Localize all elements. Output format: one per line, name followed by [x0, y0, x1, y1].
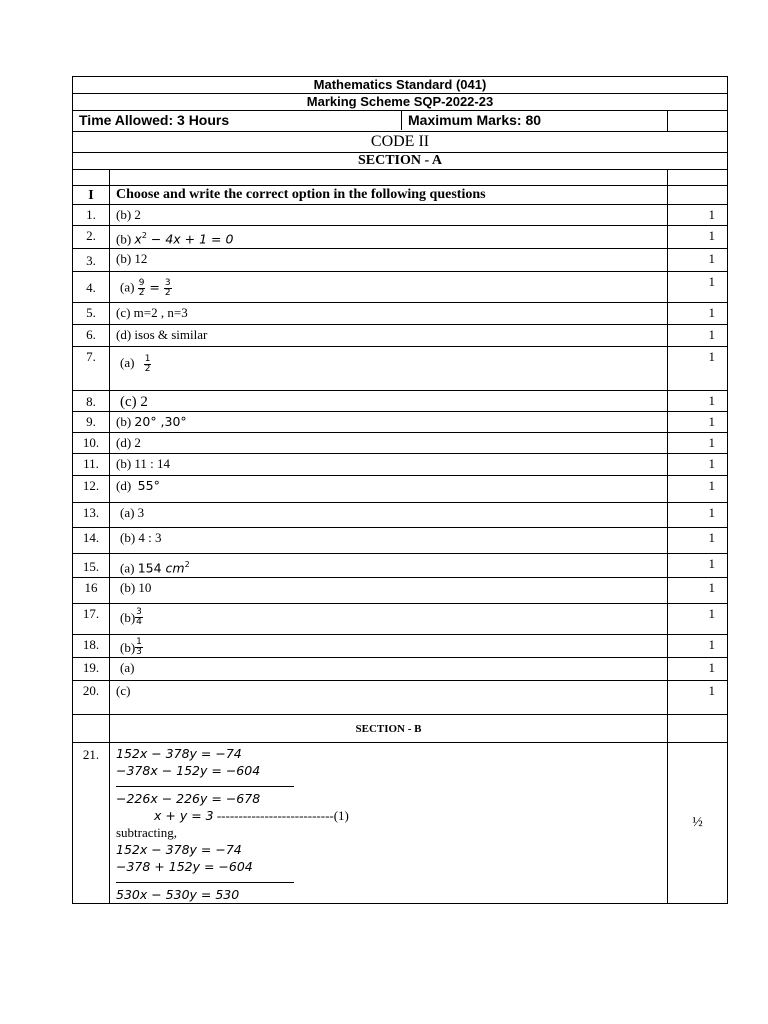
option-letter: (a) [120, 560, 135, 576]
answer-row [73, 325, 728, 347]
question-number: 11. [73, 454, 110, 476]
option-letter: (b) [120, 640, 136, 656]
answer-option: (b) 4 : 3 [110, 528, 668, 554]
maximum-marks: Maximum Marks: 80 [401, 110, 541, 130]
section-a-heading: SECTION - A [73, 153, 728, 170]
answer-marks: 1 [668, 658, 728, 681]
question-number: 1. [73, 205, 110, 226]
answer-marks: 1 [668, 604, 728, 635]
equation-line: 530x − 530y = 530 [116, 887, 240, 902]
question-number: 13. [73, 503, 110, 528]
option-letter: (b) [120, 610, 136, 626]
marking-scheme-sheet [72, 76, 727, 904]
answer-marks: 1 [668, 528, 728, 554]
answer-marks: 1 [668, 433, 728, 454]
math-expression: 55° [137, 478, 160, 493]
answer-option: (c) [110, 681, 668, 715]
answer-marks: 1 [668, 681, 728, 715]
blank-cell [668, 170, 728, 186]
answer-marks: 1 [668, 476, 728, 503]
answer-row [73, 578, 728, 604]
answer-row [73, 528, 728, 554]
paper-title: Mathematics Standard (041) [73, 77, 728, 94]
answer-option [110, 272, 668, 303]
answer-row [73, 433, 728, 454]
instruction-roman: I [73, 186, 110, 205]
answer-marks: 1 [668, 578, 728, 604]
answer-option [110, 412, 668, 433]
answer-row [73, 412, 728, 433]
underline-rule [116, 779, 294, 787]
answer-row-21 [73, 743, 728, 904]
answer-marks: 1 [668, 303, 728, 325]
answer-row [73, 476, 728, 503]
answer-marks: 1 [668, 503, 728, 528]
answer-option: (b) 11 : 14 [110, 454, 668, 476]
question-number: 7. [73, 347, 110, 391]
question-number: 6. [73, 325, 110, 347]
fraction: $\frac{1}{2}$ [144, 354, 151, 374]
header-spacer [668, 111, 728, 132]
question-number: 9. [73, 412, 110, 433]
answer-option: (d) isos & similar [110, 325, 668, 347]
exponent: 2 [184, 559, 190, 569]
answer-marks: 1 [668, 205, 728, 226]
instruction-text: Choose and write the correct option in the following questions [110, 186, 668, 205]
answer-row [73, 347, 728, 391]
time-allowed [73, 111, 668, 132]
underline-rule [116, 875, 294, 883]
answer-marks: 1 [668, 454, 728, 476]
option-letter: (b) [116, 231, 132, 247]
equation-line: −378 + 152y = −604 [116, 859, 253, 874]
answer-marks: 1 [668, 272, 728, 303]
answer-row [73, 604, 728, 635]
blank-cell [110, 170, 668, 186]
answer-marks: 1 [668, 635, 728, 658]
answer-row [73, 249, 728, 272]
math-expression: − 4x + 1 = 0 [146, 231, 234, 247]
answer-marks: 1 [668, 554, 728, 578]
question-number: 5. [73, 303, 110, 325]
answer-row [73, 681, 728, 715]
answer-option [110, 604, 668, 635]
fraction: $\frac{1}{3}$ [136, 637, 142, 657]
math-number: 154 [137, 560, 166, 576]
answer-marks: 1 [668, 391, 728, 412]
answer-row [73, 658, 728, 681]
answer-option: (c) m=2 , n=3 [110, 303, 668, 325]
option-letter: (a) [120, 355, 135, 371]
question-number: 20. [73, 681, 110, 715]
fraction: $\frac{3}{2}$ [164, 277, 171, 298]
math-unit: cm [165, 560, 185, 576]
math-variable: x [134, 231, 142, 247]
question-number: 16 [73, 578, 110, 604]
answer-row [73, 272, 728, 303]
option-letter: (d) [116, 478, 132, 493]
option-letter: (b) [116, 414, 132, 429]
answer-option: (b) 10 [110, 578, 668, 604]
answer-marks: ½ [668, 743, 728, 904]
question-number: 2. [73, 226, 110, 249]
answer-row [73, 391, 728, 412]
question-number: 8. [73, 391, 110, 412]
answer-marks: 1 [668, 347, 728, 391]
question-number: 17. [73, 604, 110, 635]
answer-option [110, 554, 668, 578]
answer-option: (a) [110, 658, 668, 681]
question-number: 12. [73, 476, 110, 503]
answer-row [73, 554, 728, 578]
answer-row [73, 635, 728, 658]
answer-row [73, 454, 728, 476]
equation-line: x + y = 3 ---------------------------(1) [154, 808, 349, 823]
question-number: 21. [73, 743, 110, 904]
answer-row [73, 205, 728, 226]
math-expression: 20° ,30° [134, 414, 187, 429]
question-number: 15. [73, 554, 110, 578]
answer-option: (b) 2 [110, 205, 668, 226]
paper-subtitle: Marking Scheme SQP-2022-23 [73, 94, 728, 111]
answer-row [73, 226, 728, 249]
answer-option: (d) 2 [110, 433, 668, 454]
answer-marks: 1 [668, 412, 728, 433]
equation-line: −378x − 152y = −604 [116, 763, 261, 778]
option-letter: (a) [120, 278, 135, 294]
equation-line: 152x − 378y = −74 [116, 746, 242, 761]
fraction: $\frac{9}{2}$ [138, 277, 145, 298]
working-text: subtracting, [116, 825, 178, 840]
blank-cell [73, 715, 110, 743]
blank-cell [668, 715, 728, 743]
blank-cell [668, 186, 728, 205]
equals-sign: = [145, 278, 164, 294]
equation-line: −226x − 226y = −678 [116, 791, 261, 806]
answer-option [110, 476, 668, 503]
fraction: $\frac{3}{4}$ [136, 607, 142, 627]
question-number: 3. [73, 249, 110, 272]
time-allowed-text: Time Allowed: 3 Hours [79, 112, 230, 128]
answer-option [110, 635, 668, 658]
code-label: CODE II [73, 132, 728, 153]
question-number: 14. [73, 528, 110, 554]
answer-row [73, 503, 728, 528]
question-number: 18. [73, 635, 110, 658]
question-number: 4. [73, 272, 110, 303]
answer-option [110, 226, 668, 249]
section-b-heading: SECTION - B [110, 715, 668, 743]
answer-row [73, 303, 728, 325]
marking-scheme-table [72, 76, 728, 904]
blank-cell [73, 170, 110, 186]
answer-marks: 1 [668, 249, 728, 272]
answer-option: (a) 3 [110, 503, 668, 528]
exponent: 2 [141, 231, 147, 240]
answer-option: (c) 2 [110, 391, 668, 412]
question-number: 10. [73, 433, 110, 454]
answer-marks: 1 [668, 226, 728, 249]
answer-option: (b) 12 [110, 249, 668, 272]
equation-line: 152x − 378y = −74 [116, 842, 242, 857]
answer-option [110, 347, 668, 391]
answer-working [110, 743, 668, 904]
answer-marks: 1 [668, 325, 728, 347]
question-number: 19. [73, 658, 110, 681]
